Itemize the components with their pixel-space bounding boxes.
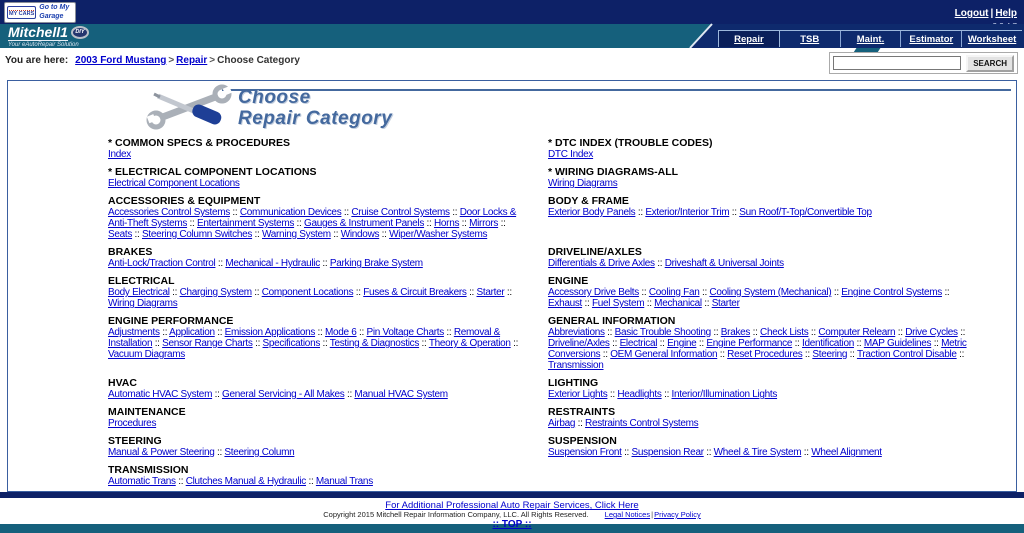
link-separator: ::: [635, 207, 646, 218]
tab-worksheet[interactable]: Worksheet: [967, 34, 1017, 45]
link-separator: ::: [609, 338, 620, 349]
category-link[interactable]: Component Locations: [261, 287, 354, 298]
category-link[interactable]: Removal & Installation: [108, 327, 501, 349]
mitchell1-logo: [8, 25, 89, 48]
category-link[interactable]: Fuel System: [591, 298, 645, 309]
garage-button-label: Go to My Garage: [39, 4, 70, 20]
category-link[interactable]: MAP Guidelines: [863, 338, 932, 349]
link-separator: ::: [956, 349, 965, 360]
link-divider: |: [990, 8, 994, 19]
breadcrumb-bar: [0, 48, 1024, 78]
category-link[interactable]: Steering: [812, 349, 848, 360]
link-separator: ::: [600, 349, 611, 360]
category-section: [108, 275, 548, 315]
category-link[interactable]: Warning System: [262, 229, 331, 240]
category-section: [548, 406, 972, 435]
link-separator: ::: [251, 287, 262, 298]
category-section: [108, 435, 548, 464]
link-separator: ::: [330, 229, 341, 240]
link-separator: ::: [504, 287, 512, 298]
category-link[interactable]: Check Lists: [760, 327, 809, 338]
category-links: [108, 327, 530, 360]
category-link[interactable]: Basic Trouble Shooting: [614, 327, 711, 338]
category-links: [108, 447, 530, 458]
banner: [8, 81, 1016, 135]
category-link[interactable]: Manual HVAC System: [354, 389, 448, 400]
category-link[interactable]: Starter: [476, 287, 505, 298]
category-link[interactable]: Windows: [340, 229, 380, 240]
help-link[interactable]: Help: [995, 8, 1017, 19]
category-link[interactable]: Cooling System (Mechanical): [709, 287, 832, 298]
category-link[interactable]: Communication Devices: [239, 207, 342, 218]
category-link[interactable]: Gauges & Instrument Panels: [304, 218, 425, 229]
link-separator: ::: [294, 218, 304, 229]
brand-bar: [0, 24, 1024, 48]
category-heading: SUSPENSION: [548, 435, 617, 447]
category-link[interactable]: Pin Voltage Charts: [366, 327, 444, 338]
link-separator: ::: [459, 218, 470, 229]
category-links: [548, 207, 972, 218]
category-link[interactable]: Traction Control Disable: [856, 349, 957, 360]
category-link[interactable]: Specifications: [262, 338, 321, 349]
category-link[interactable]: Clutches Manual & Hydraulic: [185, 476, 306, 487]
link-separator: ::: [657, 338, 668, 349]
category-section: [108, 137, 548, 166]
category-link[interactable]: Wiring Diagrams: [108, 298, 178, 309]
category-section: [108, 406, 548, 435]
category-section: [108, 195, 548, 246]
link-separator: ::: [710, 327, 721, 338]
category-link[interactable]: Driveshaft & Universal Joints: [664, 258, 784, 269]
link-separator: ::: [582, 298, 592, 309]
category-links: [548, 287, 972, 309]
link-separator: ::: [750, 327, 761, 338]
search-button[interactable]: SEARCH: [966, 55, 1014, 72]
link-separator: ::: [957, 327, 966, 338]
category-links: [548, 389, 972, 400]
link-separator: ::: [132, 229, 142, 240]
link-separator: ::: [419, 338, 429, 349]
link-separator: ::: [252, 338, 263, 349]
category-link[interactable]: Restraints Control Systems: [585, 418, 699, 429]
copyright-line: [0, 511, 1024, 519]
category-link[interactable]: General Servicing - All Makes: [222, 389, 345, 400]
link-separator: ::: [424, 218, 434, 229]
category-link[interactable]: Electrical: [619, 338, 658, 349]
category-links: [108, 418, 530, 429]
breadcrumb-item[interactable]: 2003 Ford Mustang: [75, 55, 167, 66]
category-link[interactable]: Wiper/Washer Systems: [389, 229, 488, 240]
category-heading: ELECTRICAL: [108, 275, 175, 287]
category-link[interactable]: Automatic Trans: [108, 476, 176, 487]
link-separator: ::: [621, 447, 632, 458]
category-section: [108, 315, 548, 377]
category-link[interactable]: Interior/Illumination Lights: [671, 389, 778, 400]
category-link[interactable]: Manual Trans: [315, 476, 373, 487]
category-heading: ACCESSORIES & EQUIPMENT: [108, 195, 261, 207]
page-title-line2: Repair Category: [238, 108, 393, 129]
breadcrumb-item[interactable]: Repair: [176, 55, 208, 66]
category-heading: LIGHTING: [548, 377, 599, 389]
category-link[interactable]: Exterior/Interior Trim: [645, 207, 730, 218]
link-separator: ::: [661, 389, 672, 400]
link-separator: ::: [941, 287, 950, 298]
link-separator: ::: [187, 218, 197, 229]
category-heading: GENERAL INFORMATION: [548, 315, 676, 327]
category-link[interactable]: Reset Procedures: [727, 349, 803, 360]
category-heading: TRANSMISSION: [108, 464, 189, 476]
breadcrumb-prefix: You are here:: [5, 55, 69, 66]
category-section: [108, 377, 548, 406]
category-link[interactable]: Suspension Front: [548, 447, 622, 458]
category-links: [548, 149, 972, 160]
category-link[interactable]: Wiring Diagrams: [548, 178, 618, 189]
category-section: [108, 166, 548, 195]
category-link[interactable]: Procedures: [108, 418, 157, 429]
breadcrumb-items: [75, 55, 300, 66]
category-links: [108, 389, 530, 400]
nav-tab-strip: [690, 24, 1024, 48]
link-separator: ::: [305, 476, 316, 487]
link-separator: ::: [729, 207, 740, 218]
link-separator: ::: [802, 349, 813, 360]
category-links: [108, 178, 530, 189]
category-section: [108, 464, 548, 493]
category-link[interactable]: Metric Conversions: [548, 338, 967, 360]
search-area: [829, 52, 1018, 74]
my-cars-plate-icon: [7, 6, 36, 20]
privacy-policy-link[interactable]: Privacy Policy: [654, 510, 701, 519]
category-link[interactable]: Airbag: [548, 418, 576, 429]
link-separator: ::: [510, 338, 519, 349]
category-link[interactable]: Testing & Diagnostics: [329, 338, 420, 349]
diy-badge: DIY: [71, 26, 89, 39]
category-link[interactable]: Headlights: [617, 389, 662, 400]
category-link[interactable]: Cooling Fan: [648, 287, 700, 298]
link-separator: ::: [319, 258, 330, 269]
category-heading: BODY & FRAME: [548, 195, 629, 207]
link-separator: ::: [895, 327, 906, 338]
category-link[interactable]: Mechanical: [654, 298, 702, 309]
category-section: [548, 315, 972, 377]
link-separator: ::: [696, 338, 707, 349]
category-link[interactable]: Automatic HVAC System: [108, 389, 213, 400]
category-heading: BRAKES: [108, 246, 153, 258]
link-separator: ::: [379, 229, 390, 240]
category-link[interactable]: Door Locks & Anti-Theft Systems: [108, 207, 517, 229]
category-heading: * COMMON SPECS & PROCEDURES: [108, 137, 291, 149]
link-separator: ::: [356, 327, 367, 338]
search-input[interactable]: [833, 56, 961, 70]
category-link[interactable]: Wheel Alignment: [811, 447, 882, 458]
category-link[interactable]: Accessories Control Systems: [108, 207, 230, 218]
link-separator: ::: [169, 287, 180, 298]
page-title-line1: Choose: [238, 87, 311, 108]
category-heading: ENGINE PERFORMANCE: [108, 315, 234, 327]
category-link[interactable]: Fuses & Circuit Breakers: [363, 287, 467, 298]
footer: [0, 498, 1024, 530]
tab-estimator[interactable]: Estimator: [901, 31, 962, 47]
category-link[interactable]: Mode 6: [325, 327, 357, 338]
category-links: [108, 287, 530, 309]
link-separator: ::: [212, 389, 223, 400]
link-separator: ::: [443, 327, 454, 338]
category-link[interactable]: Cruise Control Systems: [351, 207, 450, 218]
link-separator: ::: [252, 229, 262, 240]
category-link[interactable]: Emission Applications: [224, 327, 316, 338]
category-link[interactable]: Computer Relearn: [818, 327, 896, 338]
category-heading: HVAC: [108, 377, 137, 389]
category-link[interactable]: DTC Index: [548, 149, 594, 160]
category-link[interactable]: Differentials & Drive Axles: [548, 258, 655, 269]
category-section: [548, 275, 972, 315]
category-link[interactable]: Mirrors: [469, 218, 499, 229]
main-content-panel: [7, 80, 1017, 492]
category-link[interactable]: Steering Column: [224, 447, 295, 458]
link-separator: ::: [575, 418, 586, 429]
go-to-my-garage-button[interactable]: [4, 2, 76, 23]
category-section: [548, 166, 972, 195]
category-link[interactable]: Transmission: [548, 360, 604, 371]
link-separator: ::: [717, 349, 728, 360]
category-links: [548, 178, 972, 189]
category-section: [548, 195, 972, 246]
category-section: [548, 246, 972, 275]
category-link[interactable]: Suspension Rear: [631, 447, 704, 458]
link-separator: ::: [449, 207, 460, 218]
link-separator: ::: [638, 287, 649, 298]
category-link[interactable]: Driveline/Axles: [548, 338, 610, 349]
link-separator: ::: [215, 258, 226, 269]
link-separator: ::: [701, 298, 712, 309]
category-section: [548, 137, 972, 166]
category-heading: * WIRING DIAGRAMS-ALL: [548, 166, 679, 178]
page-title: [238, 87, 392, 129]
logo-tagline: Your eAutoRepair Solution: [8, 42, 79, 48]
top-bar: [0, 0, 1024, 24]
category-links: [548, 258, 972, 269]
category-link[interactable]: Charging System: [179, 287, 252, 298]
tab-tsb[interactable]: TSB: [780, 31, 841, 47]
category-link[interactable]: Application: [169, 327, 215, 338]
link-separator: ::: [159, 327, 170, 338]
category-link[interactable]: Exterior Body Panels: [548, 207, 636, 218]
category-table: [108, 137, 972, 493]
category-heading: * DTC INDEX (TROUBLE CODES): [548, 137, 713, 149]
category-link[interactable]: Theory & Operation: [428, 338, 511, 349]
category-link[interactable]: Body Electrical: [108, 287, 170, 298]
category-link[interactable]: Steering Column Switches: [142, 229, 253, 240]
category-link[interactable]: Abbreviations: [548, 327, 605, 338]
link-separator: ::: [831, 287, 842, 298]
tab-maint[interactable]: Maint.: [841, 31, 902, 47]
category-link[interactable]: Adjustments: [108, 327, 160, 338]
category-heading: ENGINE: [548, 275, 589, 287]
link-separator: ::: [654, 258, 665, 269]
category-link[interactable]: Exterior Lights: [548, 389, 608, 400]
crossed-tools-icon: [146, 84, 234, 132]
category-link[interactable]: OEM General Information: [610, 349, 718, 360]
top-link[interactable]: :: TOP ::: [492, 519, 532, 530]
category-section: [548, 377, 972, 406]
category-link[interactable]: Wheel & Tire System: [713, 447, 802, 458]
nav-tabs: [718, 30, 1022, 47]
category-section: [548, 464, 972, 493]
category-link[interactable]: Horns: [433, 218, 460, 229]
category-heading: MAINTENANCE: [108, 406, 186, 418]
link-separator: ::: [315, 327, 325, 338]
category-link[interactable]: Engine Control Systems: [841, 287, 942, 298]
breadcrumb-separator: >: [168, 55, 175, 66]
link-separator: ::: [703, 447, 714, 458]
category-link[interactable]: Sun Roof/T-Top/Convertible Top: [739, 207, 872, 218]
link-separator: ::: [320, 338, 330, 349]
copyright-text: Copyright 2015 Mitchell Repair Information Company, LLC. All Rights Reserved.: [323, 510, 589, 519]
category-links: [108, 258, 530, 269]
link-separator: ::: [353, 287, 364, 298]
link-separator: ::: [341, 207, 352, 218]
link-separator: ::: [792, 338, 803, 349]
legal-notices-link[interactable]: Legal Notices: [604, 510, 651, 519]
logout-link[interactable]: Logout: [954, 8, 989, 19]
breadcrumb: [5, 55, 300, 66]
link-separator: ::: [808, 327, 819, 338]
link-separator: ::: [931, 338, 942, 349]
breadcrumb-item: Choose Category: [217, 55, 300, 66]
category-link[interactable]: Sensor Range Charts: [162, 338, 253, 349]
link-separator: ::: [604, 327, 615, 338]
link-separator: ::: [229, 207, 240, 218]
link-separator: ::: [498, 218, 506, 229]
category-link[interactable]: Manual & Power Steering: [108, 447, 215, 458]
category-link[interactable]: Index: [108, 149, 131, 160]
category-link[interactable]: Engine: [667, 338, 697, 349]
category-links: [108, 476, 530, 487]
logo-text: Mitchell1: [8, 24, 68, 40]
link-separator: ::: [152, 338, 163, 349]
category-heading: * ELECTRICAL COMPONENT LOCATIONS: [108, 166, 317, 178]
category-link[interactable]: Drive Cycles: [905, 327, 958, 338]
category-link[interactable]: Entertainment Systems: [197, 218, 295, 229]
additional-services-link[interactable]: For Additional Professional Auto Repair Services, Click Here: [385, 500, 639, 511]
link-separator: ::: [214, 327, 225, 338]
category-heading: STEERING: [108, 435, 162, 447]
category-table-body: [108, 137, 972, 493]
category-link[interactable]: Mechanical - Hydraulic: [225, 258, 320, 269]
category-link[interactable]: Parking Brake System: [329, 258, 423, 269]
tab-repair[interactable]: Repair: [718, 30, 780, 47]
link-separator: ::: [607, 389, 618, 400]
link-separator: ::: [466, 287, 477, 298]
link-divider: |: [651, 510, 654, 519]
link-separator: ::: [644, 298, 655, 309]
link-separator: ::: [801, 447, 812, 458]
category-link[interactable]: Brakes: [720, 327, 751, 338]
category-section: [548, 435, 972, 464]
plate-text: MY CARS: [9, 10, 35, 17]
category-links: [108, 207, 530, 240]
category-link[interactable]: Starter: [711, 298, 740, 309]
category-link[interactable]: Identification: [802, 338, 854, 349]
category-section: [108, 246, 548, 275]
link-separator: ::: [699, 287, 710, 298]
link-separator: ::: [853, 338, 864, 349]
category-link[interactable]: Anti-Lock/Traction Control: [108, 258, 216, 269]
category-link[interactable]: Seats: [108, 229, 133, 240]
category-links: [548, 327, 972, 371]
category-links: [108, 149, 530, 160]
link-separator: ::: [175, 476, 186, 487]
category-links: [548, 447, 972, 458]
category-link[interactable]: Engine Performance: [706, 338, 793, 349]
category-heading: RESTRAINTS: [548, 406, 616, 418]
link-separator: ::: [847, 349, 857, 360]
link-separator: ::: [344, 389, 355, 400]
diagonal-accent: [690, 24, 720, 48]
category-link[interactable]: Exhaust: [548, 298, 583, 309]
category-links: [548, 418, 972, 429]
link-separator: ::: [214, 447, 225, 458]
category-heading: DRIVELINE/AXLES: [548, 246, 642, 258]
category-link[interactable]: Electrical Component Locations: [108, 178, 240, 189]
category-link[interactable]: Vacuum Diagrams: [108, 349, 186, 360]
category-link[interactable]: Accessory Drive Belts: [548, 287, 639, 298]
breadcrumb-separator: >: [209, 55, 216, 66]
